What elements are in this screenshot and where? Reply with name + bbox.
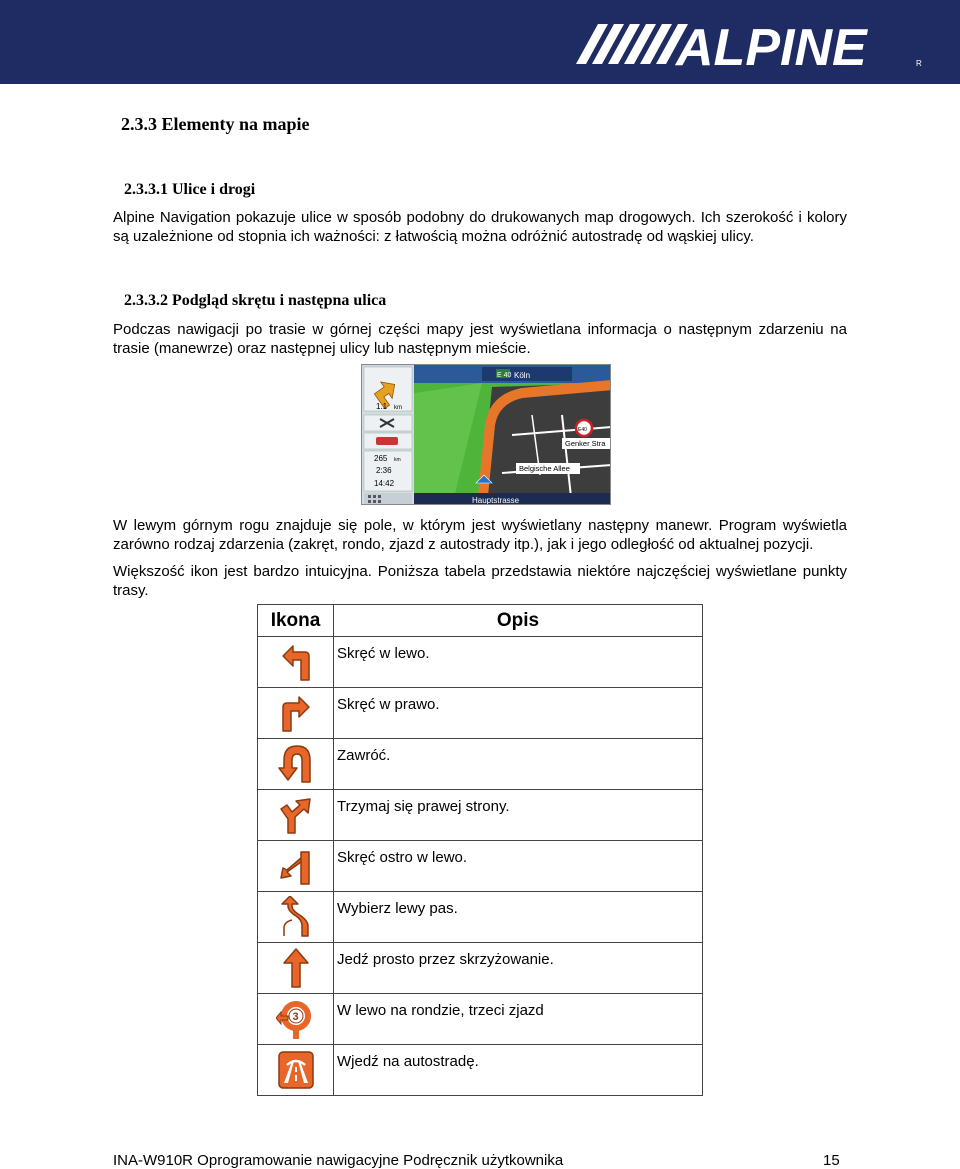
current-street-label: Hauptstrasse [472, 496, 520, 505]
table-row [258, 892, 703, 943]
table-row [258, 841, 703, 892]
table-cell-description: Skręć w lewo. [334, 637, 703, 688]
table-cell-description: W lewo na rondzie, trzeci zjazd [334, 994, 703, 1045]
turn-distance: 1.1 [376, 402, 388, 411]
u-turn-icon [278, 744, 314, 784]
exit-number: 3 [292, 1011, 299, 1023]
svg-text:E40: E40 [578, 427, 587, 433]
next-city-label: Köln [514, 371, 531, 380]
svg-text:14:42: 14:42 [374, 479, 395, 488]
column-header-description: Opis [334, 605, 703, 637]
navigation-screenshot [361, 364, 611, 505]
paragraph-maneuver-field: W lewym górnym rogu znajduje się pole, w którym jest wyświetlany następny manewr. Program wyświetla zarówno rodzaj zdarzenia (zakręt, rondo, zjazd z autostrady itp.), jak i jego odległość od aktualnej pozycji. [113, 517, 847, 553]
svg-text:2:36: 2:36 [376, 466, 392, 475]
street-label-1: Genker Stra [565, 439, 606, 448]
footer-manual-title: INA-W910R Oprogramowanie nawigacyjne Podręcznik użytkownika [113, 1152, 564, 1169]
footer-page-number: 15 [823, 1152, 840, 1169]
table-cell-description: Trzymaj się prawej strony. [334, 790, 703, 841]
paragraph-streets: Alpine Navigation pokazuje ulice w sposób podobny do drukowanych map drogowych. Ich szerokość i kolory są uzależnione od stopnia ich ważności: z łatwością można odróżnić autostradę od wąskiej ulicy. [113, 209, 847, 245]
table-cell-description: Jedź prosto przez skrzyżowanie. [334, 943, 703, 994]
turn-left-icon [279, 642, 313, 682]
registered-mark: R [916, 59, 922, 68]
table-cell-description: Skręć ostro w lewo. [334, 841, 703, 892]
header-bar [0, 0, 960, 84]
svg-text:E 40: E 40 [497, 372, 512, 379]
svg-text:ALPINE: ALPINE [676, 19, 867, 70]
roundabout-exit-3-icon [276, 998, 316, 1040]
table-row [258, 943, 703, 994]
section-heading-2-3-3: 2.3.3 Elementy na mapie [121, 114, 310, 134]
left-lane-icon [278, 896, 314, 938]
section-heading-2-3-3-2: 2.3.3.2 Podgląd skrętu i następna ulica [124, 292, 387, 309]
highway-entry-icon [278, 1051, 314, 1089]
paragraph-icons-intro: Większość ikon jest bardzo intuicyjna. Poniższa tabela przedstawia niektóre najczęściej wyświetlane punkty trasy. [113, 563, 847, 599]
table-cell-description: Wjedź na autostradę. [334, 1045, 703, 1096]
straight-icon [281, 947, 311, 989]
turn-right-icon [279, 693, 313, 733]
sharp-left-icon [279, 846, 313, 886]
menu-button[interactable] [364, 493, 412, 505]
svg-text:km: km [394, 405, 402, 411]
table-row [258, 688, 703, 739]
maneuver-icon-table [257, 604, 703, 1096]
alpine-logo [572, 18, 932, 70]
keep-right-icon [278, 795, 314, 835]
table-row [258, 1045, 703, 1096]
svg-text:265: 265 [374, 454, 388, 463]
car-icon [376, 437, 398, 445]
table-row [258, 994, 703, 1045]
table-row [258, 790, 703, 841]
table-cell-description: Zawróć. [334, 739, 703, 790]
street-label-2: Belgische Allee [519, 464, 570, 473]
table-cell-description: Skręć w prawo. [334, 688, 703, 739]
table-header-row [258, 605, 703, 637]
table-row [258, 637, 703, 688]
svg-text:km: km [394, 457, 401, 463]
table-cell-description: Wybierz lewy pas. [334, 892, 703, 943]
section-heading-2-3-3-1: 2.3.3.1 Ulice i drogi [124, 181, 256, 198]
table-row [258, 739, 703, 790]
column-header-icon: Ikona [258, 605, 334, 637]
paragraph-preview: Podczas nawigacji po trasie w górnej części mapy jest wyświetlana informacja o następnym zdarzeniu na trasie (manewrze) oraz następnej ulicy lub następnym mieście. [113, 321, 847, 357]
